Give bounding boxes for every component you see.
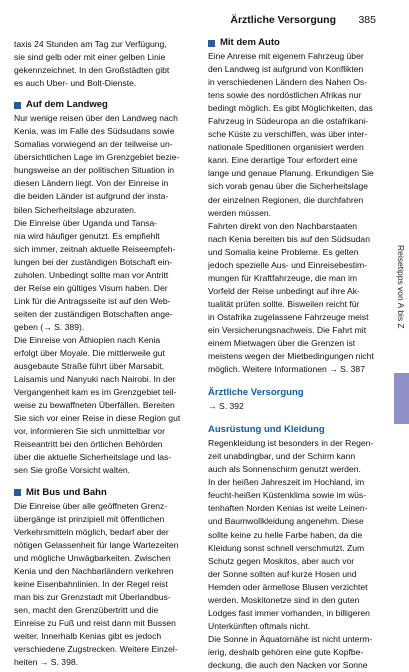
text-line: nötigen Gelassenheit für lange Wartezeiten (14, 539, 179, 550)
text-line: in verschiedenen Ländern des Nahen Os- (208, 77, 368, 88)
section-heading-auto (208, 36, 380, 50)
right-column (208, 36, 380, 672)
section-heading-text: Mit Bus und Bahn (26, 486, 107, 498)
text-line: bilen Sicherheitslage abzuraten. (14, 204, 137, 215)
text-line: nach Kenia bereiten bis auf den Südsudan (208, 233, 370, 244)
text-line: zeit unabdingbar, und der Schirm kann (208, 451, 356, 462)
text-line: sie sind gelb oder mit einer gelben Linie (14, 52, 166, 63)
section-body-ausruestung (208, 437, 380, 672)
text-line: geben (→ S. 389). (14, 321, 85, 332)
text-line: Eine Anreise mit eigenem Fahrzeug über (208, 51, 364, 61)
text-line: Laisamis und Nanyuki nach Nairobi. In der (14, 374, 176, 385)
text-line: es auch Uber- und Bolt-Dienste. (14, 78, 137, 89)
text-line: Link für die Antragsseite ist auf den Web- (14, 295, 171, 306)
text-line: tens sowie des nordöstlichen Afrikas nur (208, 90, 362, 101)
section-heading-text: Auf dem Landweg (26, 99, 108, 111)
text-line: und Somalia keine Probleme. Es gelten (208, 246, 359, 257)
text-line: sich immer, zeitnah aktuelle Reiseempfeh- (14, 243, 176, 254)
text-line: nationale Speditionen organisiert werden (208, 142, 364, 153)
text-line: der Sonne sollten auf kurze Hosen und (208, 568, 357, 579)
left-column (14, 38, 186, 669)
page-header (14, 14, 376, 28)
text-line: Kenia, was im Falle des Südsudans sowie (14, 126, 175, 137)
text-line: Vorfeld der Reise unbedingt auf ihre Ak- (208, 285, 360, 296)
text-line: kann. Eine derartige Tour erfordert eine (208, 155, 358, 166)
text-line: Unterkünften oftmals nicht. (208, 620, 311, 631)
side-tab-label: Reisetipps von A bis Z (396, 245, 406, 329)
text-line: sche Küste zu verschiffen, was über inter- (208, 129, 368, 140)
text-line: sen Sie große Vorsicht walten. (14, 465, 131, 476)
text-line: Kleidung sonst schnell verschmutzt. Zum (208, 542, 365, 553)
text-line: Vergangenheit kam es im Grenzgebiet teil- (14, 387, 177, 398)
text-line: vor, informieren Sie sich unmittelbar vor (14, 426, 165, 437)
text-line: verschiedene Zugstrecken. Weitere Einzel- (14, 644, 178, 655)
page-reference-link[interactable]: → S. 392 (208, 401, 244, 412)
text-line: die beiden Länder ist aufgrund der insta- (14, 191, 169, 202)
text-line: Fahrten direkt von den Nachbarstaaten (208, 220, 358, 231)
section-body-bus-bahn (14, 500, 186, 670)
text-line: jedoch spezielle Aus- und Einreisebestim- (208, 259, 368, 270)
text-line: der Reise ein gültiges Visum haben. Der (14, 282, 168, 293)
text-line: lungen bei der zuständigen Botschaft ein- (14, 256, 173, 267)
text-line: Verkehrsmitteln möglich, bedarf aber der (14, 526, 169, 537)
text-line: ierig, deshalb gehören eine gute Kopfbe- (208, 646, 364, 657)
square-bullet-icon (14, 102, 21, 109)
square-bullet-icon (14, 489, 21, 496)
text-line: über die aktuelle Sicherheitslage und las- (14, 452, 172, 463)
text-line: sich vorab genau über die Sicherheitslage (208, 181, 369, 192)
text-line: Hemden oder ärmellose Blusen verzichtet (208, 581, 368, 592)
text-line: Somalias vorwiegend an der teilweise un- (14, 139, 173, 150)
text-line: der einzelnen Regionen, die durchfahren (208, 194, 364, 205)
text-line: feucht-heißen Küstenklima sowie im wüs- (208, 490, 367, 501)
text-line: In der heißen Jahreszeit im Hochland, im (208, 477, 365, 488)
text-line: werden. Moskitonetze sind in den guten (208, 594, 360, 605)
text-line: werden müssen. (208, 207, 272, 218)
text-line: tenhaften Norden Kenias ist weite Leinen- (208, 503, 368, 514)
square-bullet-icon (208, 40, 215, 47)
text-line: meistens wegen der Mietbedingungen nicht (208, 351, 374, 362)
text-line: taxis 24 Stunden am Tag zur Verfügung, (14, 39, 167, 49)
text-line: lange und genaue Planung. Erkundigen Sie (208, 168, 374, 179)
text-line: und Baumwollkleidung angenehm. Diese (208, 516, 364, 527)
text-line: deckung, die auch den Nacken vor Sonne (208, 659, 368, 670)
text-line: übersichtlichen Lage im Grenzgebiet bezie- (14, 152, 180, 163)
text-line: sollte keine zu helle Farbe haben, da die (208, 529, 363, 540)
text-line: Die Einreise von Äthiopien nach Kenia (14, 334, 161, 345)
text-line: Die Einreise über Uganda und Tansa- (14, 217, 158, 228)
text-line: man bis zur Grenzstadt mit Überlandbus- (14, 591, 171, 602)
text-line: Schutz gegen Moskitos, aber auch vor (208, 555, 355, 566)
text-line: weiter. Innerhalb Kenias gibt es jedoch (14, 630, 162, 641)
text-line: tualität prüfen sollte. Bisweilen reicht für (208, 298, 360, 309)
text-line: den Landweg ist aufgrund von Konflikten (208, 64, 364, 75)
side-thumb-index (394, 373, 409, 424)
text-line: Fahrzeug in Südeuropa an die ostafrikani- (208, 116, 369, 127)
intro-paragraph (14, 38, 186, 90)
text-line: Reiseantritt bei den örtlichen Behörden (14, 439, 163, 450)
text-line: ausgebaute Straße führt über Marsabit, (14, 361, 164, 372)
text-line: Einreise zu Fuß und reist dann mit Bussen (14, 617, 176, 628)
text-line: übergänge ist prinzipiell mit öffentlichen (14, 513, 165, 524)
text-line: ein Versicherungsnachweis. Die Fahrt mit (208, 324, 367, 335)
section-heading-ausruestung: Ausrüstung und Kleidung (208, 424, 325, 436)
page-number: 385 (358, 14, 376, 26)
text-line: Kenia und den Nachbarländern verkehren (14, 565, 174, 576)
section-body-landweg (14, 112, 186, 477)
text-line: seiten der zuständigen Botschaften ange- (14, 308, 173, 319)
text-line: weise zu bewaffneten Überfällen. Bereiten (14, 400, 175, 411)
text-line: zuholen. Unbedingt sollte man vor Antritt (14, 269, 169, 280)
section-heading-landweg (14, 98, 186, 112)
text-line: auch als Sonnenschirm genutzt werden. (208, 464, 361, 475)
text-line: Die Sonne in Äquatornähe ist nicht unterm- (208, 633, 373, 644)
text-line: sen, macht den Grenzübertritt und die (14, 604, 159, 615)
text-line: Regenkleidung ist besonders in der Regen- (208, 438, 374, 449)
text-line: heiten → S. 398. (14, 657, 79, 668)
text-line: bedingt möglich. Es gibt Möglichkeiten, das (208, 103, 373, 114)
text-line: diesen Ländern liegt. Von der Einreise in (14, 178, 169, 189)
text-line: nia wird häufiger genutzt. Es empfiehlt (14, 230, 160, 241)
text-line: gekennzeichnet. In den Großstädten gibt (14, 65, 170, 76)
section-heading-bus-bahn (14, 486, 186, 500)
text-line: möglich. Weitere Informationen → S. 387 (208, 364, 365, 375)
text-line: erfolgt über Moyale. Die mittlerweile gut (14, 348, 165, 359)
text-line: Die Einreise über alle geöffneten Grenz- (14, 500, 168, 511)
text-line: hungsweise an der politischen Situation in (14, 165, 175, 176)
text-line: mungen für Kraftfahrzeuge, die man im (208, 272, 358, 283)
section-body-auto (208, 50, 380, 376)
text-line: Sie sich vor einer Reise in diese Region gut (14, 413, 181, 424)
running-title: Ärztliche Versorgung (230, 14, 336, 26)
text-line: Nur wenige reisen über den Landweg nach (14, 113, 178, 124)
section-heading-text: Mit dem Auto (220, 37, 280, 48)
text-line: keine Eisenbahnlinien. In der Regel reist (14, 578, 168, 589)
section-heading-aerztliche-versorgung: Ärztliche Versorgung (208, 387, 304, 399)
text-line: Lodges fast immer vorhanden, in billigeren (208, 607, 370, 618)
text-line: und mögliche Unwägbarkeiten. Zwischen (14, 552, 171, 563)
text-line: einem Mietwagen über die Grenzen ist (208, 338, 356, 349)
text-line: in Ostafrika zugelassene Fahrzeuge meist (208, 311, 369, 322)
